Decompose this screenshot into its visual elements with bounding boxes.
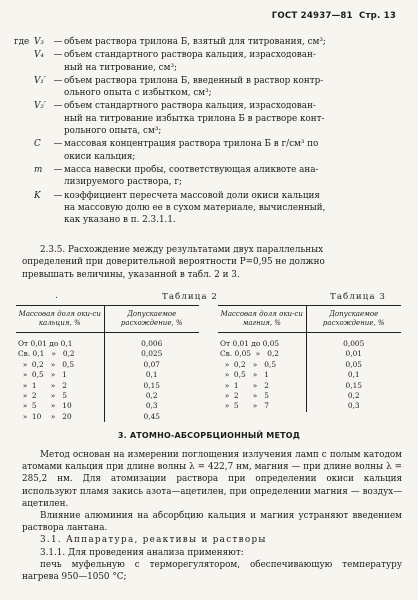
definition-lead xyxy=(14,202,34,214)
definition-line xyxy=(14,138,404,150)
tolerance-cell: 0,45 xyxy=(143,411,160,421)
tolerance-cell: 0,006 xyxy=(141,339,163,348)
definition-lead xyxy=(14,75,34,87)
definition-text: ольного опыта с избытком, см³; xyxy=(64,88,212,99)
definition-symbol xyxy=(34,176,52,188)
definition-line xyxy=(14,151,404,163)
definition-line xyxy=(14,49,404,61)
table-row xyxy=(16,349,199,359)
table-row xyxy=(218,360,401,370)
tolerance-cell: 0,05 xyxy=(345,359,362,369)
definition-lead xyxy=(14,125,34,137)
definition-text: объем раствора трилона Б, введенный в раствор контр- xyxy=(64,75,324,86)
tolerance-cell: 0,3 xyxy=(347,401,360,411)
definition-symbol xyxy=(34,62,52,74)
definition-lead xyxy=(14,100,34,112)
definition-symbol xyxy=(34,214,52,226)
method-paragraph: Метод основан на измерении поглощения излучения ламп с полым катодом атомами кальция при длине волны λ = 422,7 нм, магния — при длине волны λ = 285,2 нм. Для атомизации раствора при определении окиси кальция используют пламя закись азота—ацетилен, при определении магния — воздух—ацетилен. xyxy=(22,450,402,509)
definition-line xyxy=(14,176,404,188)
definition-text: коэффициент пересчета массовой доли окиси кальция xyxy=(64,190,320,201)
definition-lead xyxy=(14,214,34,226)
table-2-header-mass-fraction: Массовая доля оки-си кальция, % xyxy=(16,306,104,333)
definition-lead: где xyxy=(14,37,30,47)
definition-line xyxy=(14,214,404,226)
definition-lead xyxy=(14,190,34,202)
definition-dash xyxy=(52,214,64,226)
table-2-marker: . xyxy=(55,291,59,301)
definition-symbol xyxy=(34,87,52,99)
section-3-title: 3. АТОМНО-АБСОРБЦИОННЫЙ МЕТОД xyxy=(117,431,301,440)
definition-line xyxy=(14,87,404,99)
definition-text: окиси кальция; xyxy=(64,151,136,162)
table-row xyxy=(16,333,199,350)
range-cell: » 1 » 2 xyxy=(16,381,104,391)
definition-dash xyxy=(52,87,64,99)
definition-symbol: V₁′ xyxy=(34,75,46,86)
tolerance-cell: 0,005 xyxy=(343,339,365,348)
table-row xyxy=(218,370,401,380)
definition-dash xyxy=(52,151,64,163)
table-row xyxy=(218,381,401,391)
definition-text: как указано в п. 2.3.1.1. xyxy=(64,215,176,226)
definition-lead xyxy=(14,49,34,61)
definition-line xyxy=(14,164,404,176)
range-cell: » 10 » 20 xyxy=(16,412,104,422)
table-row xyxy=(16,401,199,411)
tolerance-cell: 0,2 xyxy=(145,391,158,401)
table-3-header-mass-fraction: Массовая доля оки-си магния, % xyxy=(218,306,306,333)
table-row xyxy=(218,333,401,350)
table-row xyxy=(16,391,199,401)
definition-lead xyxy=(14,138,34,150)
definition-text: масса навески пробы, соответствующая аликвоте ана- xyxy=(64,164,319,175)
paragraph-line: 2.3.5. Расхождение между результатами двух параллельных xyxy=(40,245,324,255)
definition-text: на массовую долю ее в сухом материале, вычисленный, xyxy=(64,202,326,213)
definition-line xyxy=(14,62,404,74)
table-3-caption: Таблица 3 xyxy=(330,292,386,302)
tolerance-cell: 0,1 xyxy=(145,370,158,380)
definition-text: объем раствора трилона Б, взятый для титрования, см³; xyxy=(64,37,326,47)
definition-symbol: V₂′ xyxy=(34,101,46,112)
range-cell: » 0,2 » 0,5 xyxy=(218,360,306,370)
definition-dash xyxy=(52,113,64,125)
range-cell: » 5 » 7 xyxy=(218,401,306,411)
definition-symbol: C xyxy=(34,139,41,150)
definition-symbol: V₄ xyxy=(34,50,44,61)
aluminium-paragraph: Влияние алюминия на абсорбцию кальция и магния устраняют введением раствора лантана. xyxy=(22,511,402,534)
table-row xyxy=(16,381,199,391)
range-cell: Св. 0,1 » 0,2 xyxy=(16,349,104,359)
muffle-furnace-item: печь муфельную с терморегулятором, обеспечивающую температуру нагрева 950—1050 °С; xyxy=(22,559,402,583)
definition-text: лизируемого раствора, г; xyxy=(64,177,182,188)
range-cell: » 0,2 » 0,5 xyxy=(16,360,104,370)
definition-dash xyxy=(52,62,64,74)
range-cell: » 2 » 5 xyxy=(16,391,104,401)
definition-lead xyxy=(14,176,34,188)
definition-lead xyxy=(14,62,34,74)
definition-dash: — xyxy=(53,50,63,61)
table-row xyxy=(16,360,199,370)
page-header xyxy=(269,11,396,21)
definition-text: объем стандартного раствора кальция, израсходован- xyxy=(64,101,316,112)
definition-dash: — xyxy=(53,139,63,150)
definition-text: массовая концентрация раствора трилона Б в г/см³ по xyxy=(64,139,319,150)
definition-line xyxy=(14,113,404,125)
tolerance-cell: 0,2 xyxy=(347,391,360,401)
table-2 xyxy=(16,305,199,422)
definition-dash xyxy=(52,202,64,214)
page-number: Стр. 13 xyxy=(358,11,396,21)
definition-lead xyxy=(14,164,34,176)
tolerance-cell: 0,15 xyxy=(143,380,160,390)
table-row xyxy=(218,391,401,401)
definition-lead xyxy=(14,113,34,125)
definition-dash xyxy=(52,176,64,188)
definition-dash: — xyxy=(53,101,63,112)
table-row xyxy=(218,349,401,359)
table-2-header-tolerance: Допускаемое расхождение, % xyxy=(104,306,199,333)
definition-symbol xyxy=(34,125,52,137)
definition-line xyxy=(14,190,404,202)
subsection-3-1-title: 3.1. Аппаратура, реактивы и растворы xyxy=(40,535,267,546)
variable-definitions xyxy=(14,36,404,226)
definition-symbol: K xyxy=(34,190,41,201)
definition-line xyxy=(14,202,404,214)
definition-lead xyxy=(14,151,34,163)
definition-symbol: m xyxy=(34,164,43,175)
definition-dash xyxy=(52,125,64,137)
table-row xyxy=(218,401,401,411)
subsection-3-1-1: 3.1.1. Для проведения анализа применяют: xyxy=(40,547,244,558)
paragraph-2-3-5 xyxy=(22,244,402,281)
range-cell: От 0,01 до 0,1 xyxy=(16,333,104,350)
definition-text: ный на титрование избытка трилона Б в растворе конт- xyxy=(64,113,325,124)
paragraph-line: превышать величины, указанной в табл. 2 и 3. xyxy=(22,269,240,280)
definition-line xyxy=(14,75,404,87)
definition-text: объем стандартного раствора кальция, израсходован- xyxy=(64,50,316,61)
definition-dash: — xyxy=(53,75,63,86)
definition-symbol: V₃ xyxy=(34,37,44,47)
tolerance-cell: 0,1 xyxy=(347,370,360,380)
definition-text: рольного опыта, см³; xyxy=(64,126,162,137)
tolerance-cell: 0,15 xyxy=(345,380,362,390)
tolerance-cell: 0,3 xyxy=(145,401,158,411)
table-3 xyxy=(218,305,401,412)
section-3-body xyxy=(22,449,402,583)
paragraph-line: определений при доверительной вероятности P=0,95 не должно xyxy=(22,257,325,268)
table-row xyxy=(16,370,199,380)
definition-symbol xyxy=(34,113,52,125)
definition-dash: — xyxy=(53,190,63,201)
definition-lead xyxy=(14,87,34,99)
range-cell: Св. 0,05 » 0,2 xyxy=(218,349,306,359)
definition-dash: — xyxy=(53,37,63,47)
definition-symbol xyxy=(34,202,52,214)
table-2-caption: Таблица 2 xyxy=(162,292,218,302)
tolerance-cell: 0,07 xyxy=(143,359,160,369)
range-cell: » 1 » 2 xyxy=(218,381,306,391)
definition-line xyxy=(14,36,404,48)
range-cell: » 2 » 5 xyxy=(218,391,306,401)
table-row xyxy=(16,412,199,422)
range-cell: » 0,5 » 1 xyxy=(16,370,104,380)
tolerance-cell: 0,01 xyxy=(345,349,362,359)
definition-line xyxy=(14,125,404,137)
definition-symbol xyxy=(34,151,52,163)
definition-dash: — xyxy=(53,164,63,175)
definition-text: ный на титрование, см³; xyxy=(64,62,177,73)
range-cell: » 0,5 » 1 xyxy=(218,370,306,380)
gost-number: ГОСТ 24937—81 xyxy=(271,11,353,21)
definition-line xyxy=(14,100,404,112)
range-cell: От 0,01 до 0,05 xyxy=(218,333,306,350)
tolerance-cell: 0,025 xyxy=(141,349,163,359)
table-3-header-tolerance: Допускаемое расхождение, % xyxy=(306,306,401,333)
range-cell: » 5 » 10 xyxy=(16,401,104,411)
